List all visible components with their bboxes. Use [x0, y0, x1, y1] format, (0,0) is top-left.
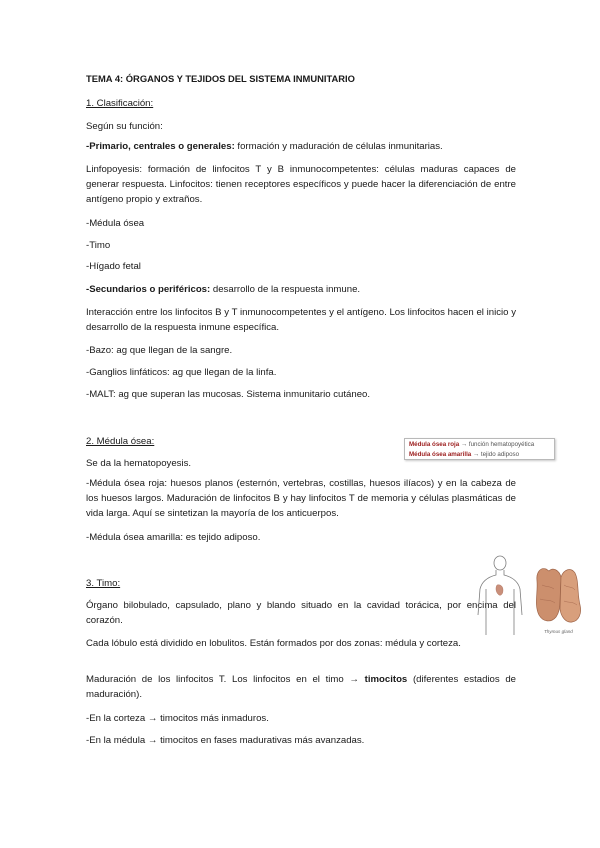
s1-intro: Según su función: — [86, 121, 163, 132]
s3-p3 — [86, 672, 516, 702]
section-1-heading: 1. Clasificación: — [86, 98, 154, 109]
s1-secondary — [86, 282, 516, 297]
s3-p3-bold: timocitos — [364, 674, 408, 685]
figure-caption: Thymus gland — [544, 629, 573, 634]
body-outline-illustration — [478, 556, 522, 635]
s1-interaccion: Interacción entre los linfocitos B y T inmunocompetentes y el antígeno. Los linfocitos hacen el inicio y desarrollo de la respuesta inmune específica. — [86, 307, 516, 333]
s2-roja: -Médula ósea roja: huesos planos (esternón, vertebras, costillas, huesos ilíacos) y en la cabeza de los huesos largos. Maduración de linfocitos B y hay linfocitos T de memoria y células plasmáticas de vida larga. Aquí se sintetizan la mayoría de los anticuerpos. — [86, 478, 516, 519]
s2-intro: Se da la hematopoyesis. — [86, 458, 192, 469]
s3-medula: -En la médula → timocitos en fases madurativas más avanzadas. — [86, 735, 365, 746]
thymus-gland-illustration — [536, 569, 580, 622]
s3-p3-pre: Maduración de los linfocitos T. Los linfocitos en el timo → — [86, 674, 365, 685]
thymus-small-mark — [496, 585, 503, 596]
thymus-figure — [476, 555, 586, 637]
s1-secondary-label: -Secundarios o periféricos: — [86, 284, 211, 295]
s1-primary-label: -Primario, centrales o generales: — [86, 141, 235, 152]
s3-p1: Órgano bilobulado, capsulado, plano y blando situado en la cavidad torácica, por encima del corazón. — [86, 600, 516, 626]
s1-linfopoyesis: Linfopoyesis: formación de linfocitos T y B inmunocompetentes: células maduras capaces de generar respuesta. Linfocitos: tienen receptores específicos y puede hacer la diferenciación de entre antígeno propio y extraños. — [86, 164, 516, 205]
s1-item-timo: -Timo — [86, 240, 111, 251]
note-line-1-text: → función hematopoyética — [459, 441, 535, 448]
s1-bazo: -Bazo: ag que llegan de la sangre. — [86, 345, 233, 356]
s1-item-higado: -Hígado fetal — [86, 261, 141, 272]
note-line-1-key: Médula ósea roja — [409, 441, 460, 448]
note-line-1 — [409, 440, 550, 450]
note-line-2-key: Médula ósea amarilla — [409, 450, 472, 458]
s1-primary-text: formación y maduración de células inmunitarias. — [234, 141, 443, 152]
s2-amarilla: -Médula ósea amarilla: es tejido adiposo. — [86, 532, 261, 543]
s3-p3-post: (diferentes estadios de maduración). — [86, 674, 516, 700]
s1-primary — [86, 139, 516, 154]
s1-ganglios: -Ganglios linfáticos: ag que llegan de la linfa. — [86, 367, 277, 378]
s3-corteza: -En la corteza → timocitos más inmaduros. — [86, 713, 269, 724]
s1-malt: -MALT: ag que superan las mucosas. Sistema inmunitario cutáneo. — [86, 389, 371, 400]
s3-p2: Cada lóbulo está dividido en lobulitos. Están formados por dos zonas: médula y corteza. — [86, 638, 461, 649]
s1-secondary-text: desarrollo de la respuesta inmune. — [210, 284, 361, 295]
page-title: TEMA 4: ÓRGANOS Y TEJIDOS DEL SISTEMA INMUNITARIO — [86, 73, 355, 84]
section-2-heading: 2. Médula ósea: — [86, 436, 155, 447]
note-line-2-text: → tejido adiposo — [471, 450, 520, 458]
s1-item-medula: -Médula ósea — [86, 218, 145, 229]
section-3-heading: 3. Timo: — [86, 578, 121, 589]
